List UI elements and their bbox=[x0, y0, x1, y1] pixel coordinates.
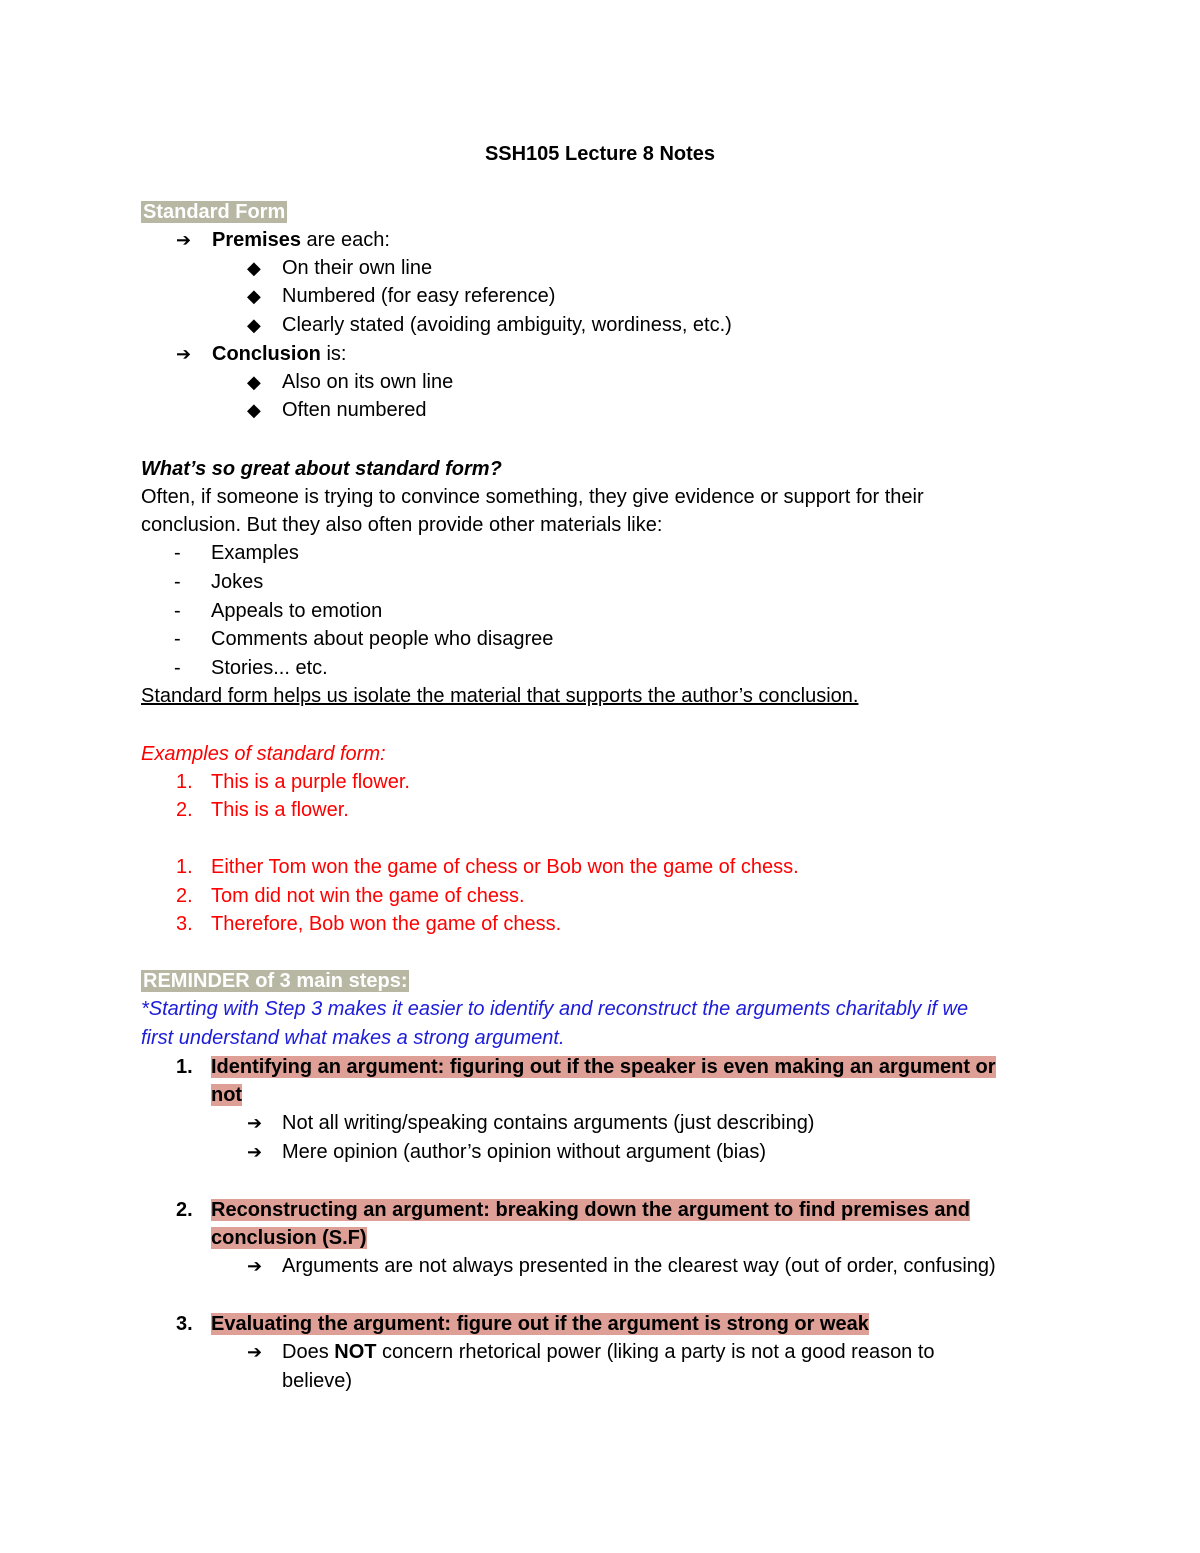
conclusion-point: ◆ Also on its own line bbox=[247, 371, 454, 393]
step-1-continued: not bbox=[211, 1084, 243, 1106]
step-3-point-continued: believe) bbox=[282, 1370, 353, 1392]
arrow-bullet-icon: ➔ bbox=[247, 1113, 263, 1133]
diamond-bullet-icon: ◆ bbox=[247, 315, 261, 335]
list-item: - Examples bbox=[174, 542, 299, 564]
step-1-point: ➔ Mere opinion (author’s opinion without argument (bias) bbox=[247, 1141, 766, 1163]
section-heading-reminder bbox=[141, 969, 409, 993]
why-heading: What’s so great about standard form? bbox=[141, 458, 502, 480]
dash-bullet: - bbox=[174, 542, 181, 564]
page-title: SSH105 Lecture 8 Notes bbox=[484, 143, 716, 165]
premises-label: Premises bbox=[212, 229, 301, 251]
step-1-text: Identifying an argument: figuring out if the speaker is even making an argument or bbox=[211, 1056, 996, 1078]
section-heading-standard-form bbox=[141, 200, 287, 224]
step-3: 3. Evaluating the argument: figure out if the argument is strong or weak bbox=[176, 1313, 869, 1335]
step-2-point: ➔ Arguments are not always presented in the clearest way (out of order, confusing) bbox=[247, 1255, 996, 1277]
premise-point: ◆ Clearly stated (avoiding ambiguity, wordiness, etc.) bbox=[247, 314, 732, 336]
diamond-bullet-icon: ◆ bbox=[247, 258, 261, 278]
dash-bullet: - bbox=[174, 657, 181, 679]
list-item: - Jokes bbox=[174, 571, 264, 593]
dash-bullet: - bbox=[174, 600, 181, 622]
step-3-text: Evaluating the argument: figure out if the argument is strong or weak bbox=[211, 1313, 869, 1335]
premise-point: ◆ Numbered (for easy reference) bbox=[247, 285, 556, 307]
step-3-point: ➔ Does NOT concern rhetorical power (liking a party is not a good reason to bbox=[247, 1341, 935, 1363]
premises-line bbox=[176, 228, 390, 252]
conclusion-rest: is: bbox=[320, 343, 347, 365]
step-1-point: ➔ Not all writing/speaking contains arguments (just describing) bbox=[247, 1112, 815, 1134]
reminder-heading: REMINDER of 3 main steps: bbox=[143, 970, 408, 992]
list-item: - Comments about people who disagree bbox=[174, 628, 554, 650]
why-paragraph-line: Often, if someone is trying to convince something, they give evidence or support for their bbox=[141, 486, 924, 508]
standard-form-heading: Standard Form bbox=[143, 201, 286, 223]
example-line: 1. This is a purple flower. bbox=[176, 771, 410, 793]
step-2-text: Reconstructing an argument: breaking down the argument to find premises and bbox=[211, 1199, 970, 1221]
diamond-bullet-icon: ◆ bbox=[247, 400, 261, 420]
reminder-note-line: *Starting with Step 3 makes it easier to identify and reconstruct the arguments charitably if we bbox=[141, 998, 969, 1020]
conclusion-label: Conclusion bbox=[212, 343, 321, 365]
arrow-bullet-icon: ➔ bbox=[176, 344, 192, 364]
example-line: 2. This is a flower. bbox=[176, 799, 349, 821]
dash-bullet: - bbox=[174, 571, 181, 593]
arrow-bullet-icon: ➔ bbox=[247, 1142, 263, 1162]
conclusion-line bbox=[176, 342, 346, 366]
premise-point: ◆ On their own line bbox=[247, 257, 433, 279]
arrow-bullet-icon: ➔ bbox=[247, 1256, 263, 1276]
diamond-bullet-icon: ◆ bbox=[247, 372, 261, 392]
why-summary: Standard form helps us isolate the material that supports the author’s conclusion. bbox=[141, 685, 859, 707]
why-paragraph-line: conclusion. But they also often provide other materials like: bbox=[141, 514, 663, 536]
diamond-bullet-icon: ◆ bbox=[247, 286, 261, 306]
example-line: 1. Either Tom won the game of chess or Bob won the game of chess. bbox=[176, 856, 799, 878]
list-item: - Appeals to emotion bbox=[174, 600, 383, 622]
list-item: - Stories... etc. bbox=[174, 657, 328, 679]
premises-rest: are each: bbox=[300, 229, 390, 251]
step-2-continued: conclusion (S.F) bbox=[211, 1227, 367, 1249]
step-2: 2. Reconstructing an argument: breaking down the argument to find premises and bbox=[176, 1199, 970, 1221]
conclusion-point: ◆ Often numbered bbox=[247, 399, 427, 421]
arrow-bullet-icon: ➔ bbox=[247, 1342, 263, 1362]
step-1: 1. Identifying an argument: figuring out if the speaker is even making an argument or bbox=[176, 1056, 996, 1078]
reminder-note-line: first understand what makes a strong argument. bbox=[141, 1027, 565, 1049]
dash-bullet: - bbox=[174, 628, 181, 650]
examples-heading: Examples of standard form: bbox=[141, 743, 386, 765]
arrow-bullet-icon: ➔ bbox=[176, 230, 192, 250]
example-line: 3. Therefore, Bob won the game of chess. bbox=[176, 913, 562, 935]
example-line: 2. Tom did not win the game of chess. bbox=[176, 885, 525, 907]
